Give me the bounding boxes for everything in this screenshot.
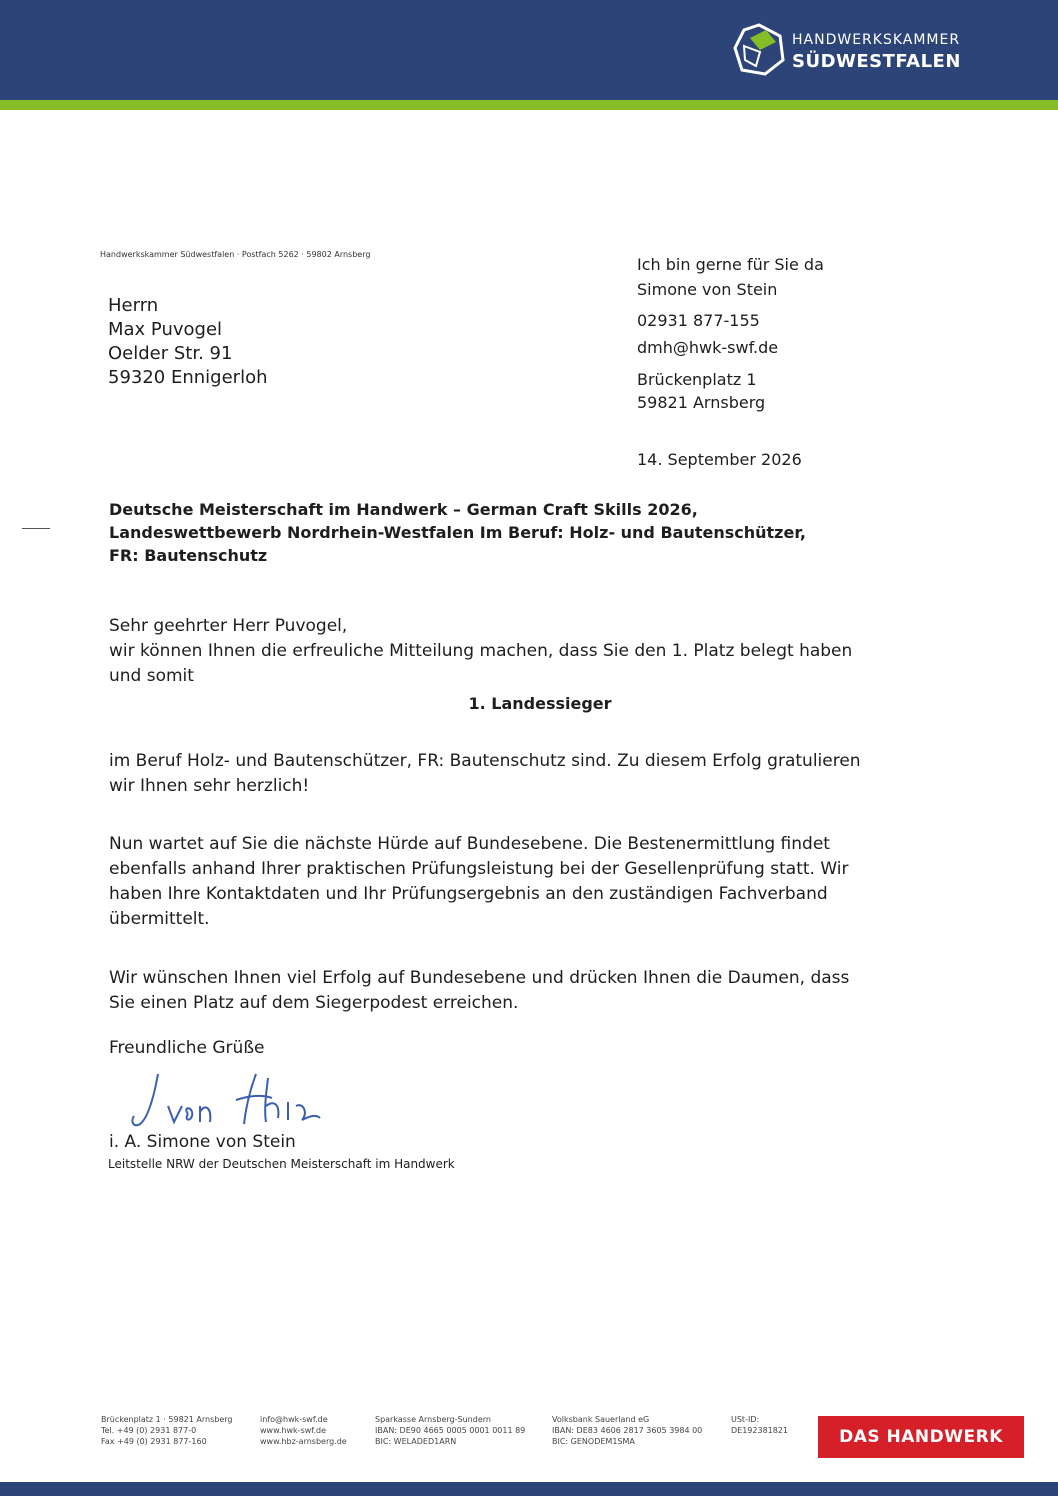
logo-text-bottom: SÜDWESTFALEN xyxy=(792,51,961,72)
subject-line: Landeswettbewerb Nordrhein-Westfalen Im Beruf: Holz- und Bautenschützer, xyxy=(109,523,806,542)
signer-name: i. A. Simone von Stein xyxy=(109,1132,296,1152)
footer-address xyxy=(101,1414,232,1447)
fold-mark xyxy=(22,528,50,529)
footer-line: Volksbank Sauerland eG xyxy=(552,1415,650,1424)
closing-text: Freundliche Grüße xyxy=(109,1038,265,1058)
paragraph-line: im Beruf Holz- und Bautenschützer, FR: Bautenschutz sind. Zu diesem Erfolg gratulieren xyxy=(109,751,861,771)
footer-line: Brückenplatz 1 · 59821 Arnsberg xyxy=(101,1415,233,1424)
footer-vat xyxy=(731,1414,788,1436)
paragraph-line: und somit xyxy=(109,666,194,686)
footer-bank-2 xyxy=(552,1414,702,1447)
footer-line: Fax +49 (0) 2931 877-160 xyxy=(101,1437,207,1446)
paragraph-wishes xyxy=(109,966,919,1016)
footer-line: www.hwk-swf.de xyxy=(260,1426,327,1435)
footer-line: USt-ID: xyxy=(731,1415,760,1424)
contact-street: Brückenplatz 1 xyxy=(637,370,757,389)
chamber-logo xyxy=(732,22,972,82)
footer-line: Tel. +49 (0) 2931 877-0 xyxy=(101,1426,197,1435)
recipient-line: Max Puvogel xyxy=(108,319,223,340)
chamber-logo-icon xyxy=(732,22,786,78)
sender-return-address: Handwerkskammer Südwestfalen · Postfach 5262 · 59802 Arnsberg xyxy=(100,250,371,259)
footer-line: BIC: GENODEM1SMA xyxy=(552,1437,635,1446)
footer-web xyxy=(260,1414,347,1447)
contact-city: 59821 Arnsberg xyxy=(637,393,766,412)
paragraph-next-step xyxy=(109,832,919,932)
handwritten-signature xyxy=(128,1066,328,1140)
paragraph-line: ebenfalls anhand Ihrer praktischen Prüfungsleistung bei der Gesellenprüfung statt. Wir xyxy=(109,859,849,879)
signer-role: Leitstelle NRW der Deutschen Meisterschaft im Handwerk xyxy=(108,1157,455,1171)
paragraph-line: wir Ihnen sehr herzlich! xyxy=(109,776,310,796)
salutation xyxy=(109,614,919,689)
header-accent-stripe xyxy=(0,100,1058,110)
paragraph-line: übermittelt. xyxy=(109,909,210,929)
footer-line: IBAN: DE83 4606 2817 3605 3984 00 xyxy=(552,1426,703,1435)
contact-intro: Ich bin gerne für Sie da xyxy=(637,255,824,274)
subject-line: FR: Bautenschutz xyxy=(109,546,268,565)
footer-line: Sparkasse Arnsberg-Sundern xyxy=(375,1415,491,1424)
subject-line: Deutsche Meisterschaft im Handwerk – German Craft Skills 2026, xyxy=(109,500,698,519)
paragraph-line: Nun wartet auf Sie die nächste Hürde auf Bundesebene. Die Bestenermittlung findet xyxy=(109,834,830,854)
contact-phone: 02931 877-155 xyxy=(637,311,760,330)
footer-line: BIC: WELADED1ARN xyxy=(375,1437,457,1446)
recipient-line: Oelder Str. 91 xyxy=(108,343,233,364)
award-title-text: 1. Landessieger xyxy=(468,694,612,713)
contact-email: dmh@hwk-swf.de xyxy=(637,338,779,357)
subject xyxy=(109,498,806,567)
recipient-address xyxy=(108,294,268,390)
letter-date: 14. September 2026 xyxy=(637,450,802,469)
logo-text-top: HANDWERKSKAMMER xyxy=(792,32,961,48)
footer-bar xyxy=(0,1482,1058,1496)
paragraph-line: wir können Ihnen die erfreuliche Mitteilung machen, dass Sie den 1. Platz belegt haben xyxy=(109,641,853,661)
closing xyxy=(109,1036,919,1061)
paragraph-line: haben Ihre Kontaktdaten und Ihr Prüfungsergebnis an den zuständigen Fachverband xyxy=(109,884,828,904)
footer-bank-1 xyxy=(375,1414,525,1447)
recipient-line: Herrn xyxy=(108,295,159,316)
paragraph-line: Sie einen Platz auf dem Siegerpodest erreichen. xyxy=(109,993,519,1013)
paragraph-congratulation xyxy=(109,749,919,799)
contact-name: Simone von Stein xyxy=(637,280,778,299)
award-title xyxy=(0,694,1058,713)
das-handwerk-logo: DAS HANDWERK xyxy=(818,1416,1024,1458)
salutation-text: Sehr geehrter Herr Puvogel, xyxy=(109,616,348,636)
footer-line: DE192381821 xyxy=(731,1426,789,1435)
recipient-line: 59320 Ennigerloh xyxy=(108,367,268,388)
paragraph-line: Wir wünschen Ihnen viel Erfolg auf Bundesebene und drücken Ihnen die Daumen, dass xyxy=(109,968,850,988)
footer-line: info@hwk-swf.de xyxy=(260,1415,328,1424)
footer-line: www.hbz-arnsberg.de xyxy=(260,1437,347,1446)
footer-line: IBAN: DE90 4665 0005 0001 0011 89 xyxy=(375,1426,526,1435)
